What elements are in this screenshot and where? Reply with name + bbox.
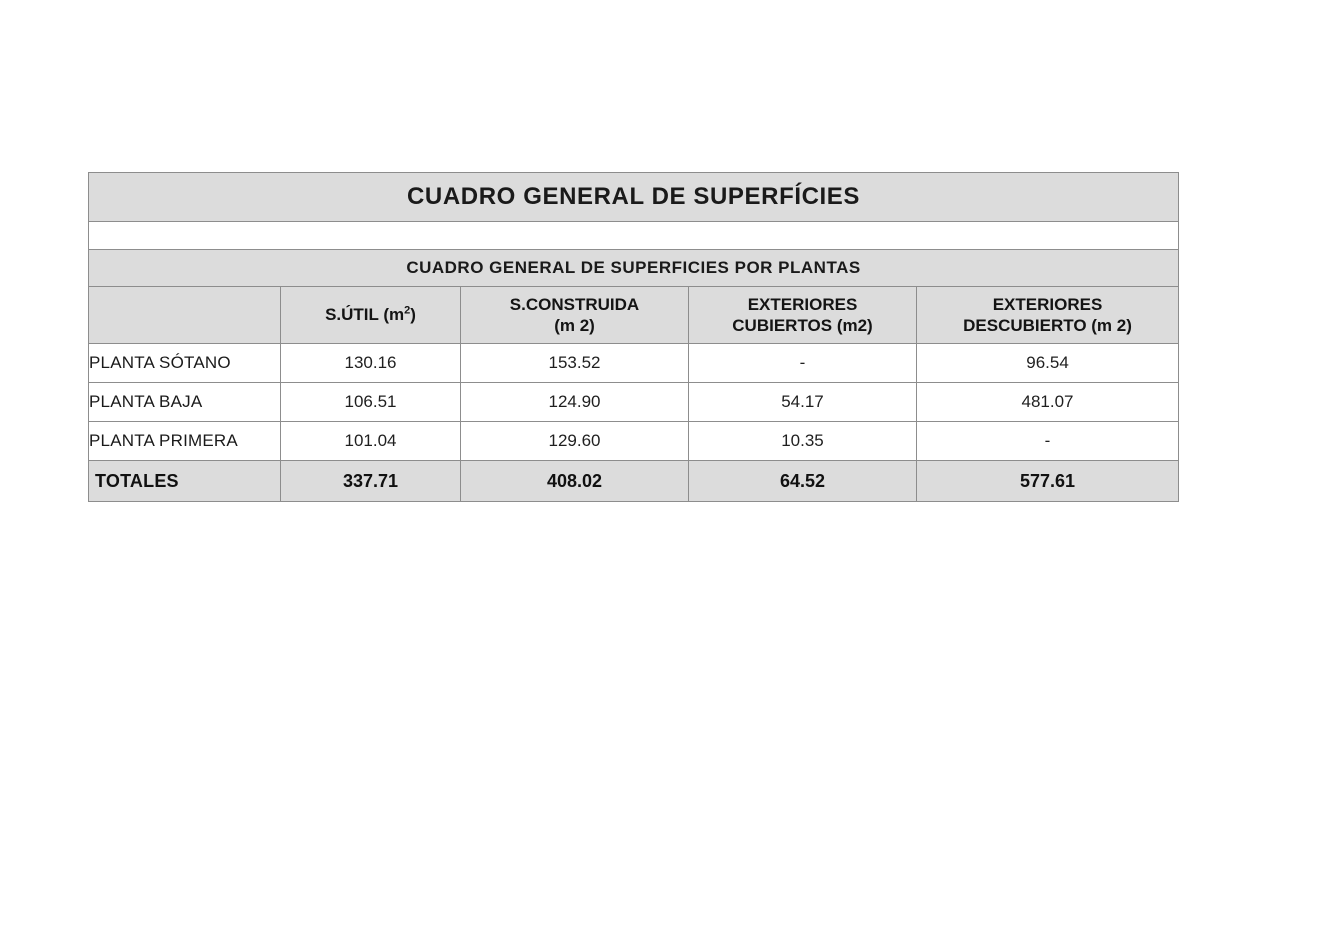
table-row bbox=[89, 383, 1179, 422]
cell-s-construida: 124.90 bbox=[461, 383, 689, 422]
spacer-cell bbox=[89, 222, 1179, 250]
cell-s-util: 130.16 bbox=[281, 344, 461, 383]
header-exteriores-descubierto-line2: DESCUBIERTO (m 2) bbox=[963, 316, 1132, 335]
row-label: PLANTA SÓTANO bbox=[89, 344, 281, 383]
header-s-construida-line2: (m 2) bbox=[554, 316, 595, 335]
cell-exteriores-cubiertos: 10.35 bbox=[689, 422, 917, 461]
document-title: CUADRO GENERAL DE SUPERFÍCIES bbox=[89, 173, 1179, 222]
cell-s-util: 101.04 bbox=[281, 422, 461, 461]
row-label: PLANTA PRIMERA bbox=[89, 422, 281, 461]
header-s-util-text: S.ÚTIL (m bbox=[325, 305, 405, 325]
header-exteriores-descubierto-line1: EXTERIORES bbox=[992, 294, 1103, 314]
document-subtitle: CUADRO GENERAL DE SUPERFICIES POR PLANTAS bbox=[89, 250, 1179, 287]
header-s-util-close: ) bbox=[410, 305, 416, 325]
totals-label: TOTALES bbox=[89, 461, 281, 502]
row-label: PLANTA BAJA bbox=[89, 383, 281, 422]
totals-s-construida: 408.02 bbox=[461, 461, 689, 502]
table-row bbox=[89, 344, 1179, 383]
header-s-util-superscript: 2 bbox=[404, 304, 411, 317]
header-exteriores-descubierto bbox=[917, 287, 1179, 344]
header-exteriores-cubiertos-line2: CUBIERTOS (m2) bbox=[732, 316, 873, 335]
surface-summary-table bbox=[88, 172, 1179, 502]
header-s-construida-line1: S.CONSTRUIDA bbox=[509, 294, 640, 314]
spacer-row bbox=[89, 222, 1179, 250]
header-s-construida bbox=[461, 287, 689, 344]
table-header-row bbox=[89, 287, 1179, 344]
totals-exteriores-cubiertos: 64.52 bbox=[689, 461, 917, 502]
cell-exteriores-cubiertos: 54.17 bbox=[689, 383, 917, 422]
title-row bbox=[89, 173, 1179, 222]
cell-s-util: 106.51 bbox=[281, 383, 461, 422]
subtitle-row bbox=[89, 250, 1179, 287]
cell-exteriores-descubierto: - bbox=[917, 422, 1179, 461]
header-exteriores-cubiertos bbox=[689, 287, 917, 344]
header-exteriores-cubiertos-line1: EXTERIORES bbox=[747, 294, 858, 314]
totals-row bbox=[89, 461, 1179, 502]
header-s-util bbox=[281, 287, 461, 344]
surface-summary-sheet bbox=[88, 172, 1178, 502]
cell-s-construida: 153.52 bbox=[461, 344, 689, 383]
table-row bbox=[89, 422, 1179, 461]
totals-s-util: 337.71 bbox=[281, 461, 461, 502]
cell-s-construida: 129.60 bbox=[461, 422, 689, 461]
totals-exteriores-descubierto: 577.61 bbox=[917, 461, 1179, 502]
cell-exteriores-descubierto: 481.07 bbox=[917, 383, 1179, 422]
header-corner-cell bbox=[89, 287, 281, 344]
cell-exteriores-descubierto: 96.54 bbox=[917, 344, 1179, 383]
cell-exteriores-cubiertos: - bbox=[689, 344, 917, 383]
